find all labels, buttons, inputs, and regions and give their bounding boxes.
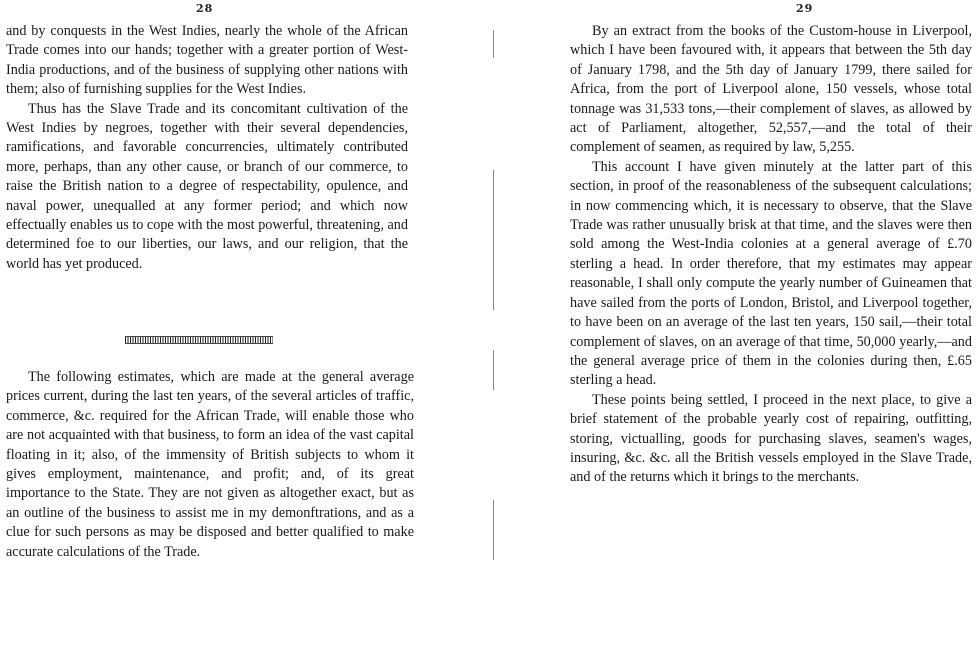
paragraph: These points being settled, I proceed in the next place, to give a brief statement of the probable yearly cost of repairing, outfitting, storing, victualling, goods for purchasing slaves, seamen's wages, insuring, &c. &c. all the British vessels employed in the Slave Trade, and of the returns which it brings to the merchants. bbox=[570, 391, 972, 486]
book-gutter bbox=[488, 20, 500, 640]
text-block bbox=[570, 22, 972, 488]
right-page bbox=[500, 0, 980, 649]
paragraph: This account I have given minutely at the latter part of this section, in proof of the reasonableness of the subsequent calculations; in now commencing which, it is necessary to observe, that the Slave Trade was rather unusually brisk at that time, and the slaves were then sold among the West-India colonies at a general average of £.70 sterling a head. In order therefore, that my estimates may appear reasonable, I shall only compute the yearly number of Guineamen that have sailed from the ports of London, Bristol, and Liverpool together, to have been on an average of the last ten years, 150 sail,—their total complement of slaves, on an average of that time, 50,000 yearly,—and the general average price of them in the colonies during then, £.65 sterling a head. bbox=[570, 158, 972, 389]
text-block-top bbox=[6, 22, 408, 274]
left-page bbox=[0, 0, 488, 649]
paragraph: Thus has the Slave Trade and its concomitant cultivation of the West Indies by negroes, together with their several dependencies, ramifications, and favorable concurrencies, ultimately contributed more, perhaps, than any other cause, or branch of our commerce, to raise the British nation to a degree of respectability, opulence, and naval power, unequalled at any former period; and which now effectually enables us to cope with the most powerful, threatening, and determined foe to our liberties, our laws, and our religion, that the world has yet produced. bbox=[6, 100, 408, 272]
paragraph: The following estimates, which are made at the general average prices current, during the last ten years, of the several articles of traffic, commerce, &c. required for the African Trade, will enable those who are not acquainted with that business, to form an idea of the vast capital floating in it; also, of the immensity of British subjects to whom it gives employment, maintenance, and profit; and, of its great importance to the State. They are not given as altogether exact, but as an outline of the business to assist me in my demonftrations, and as a clue for such persons as may be disposed and better qualified to make accurate calculations of the Trade. bbox=[6, 369, 414, 560]
text-block-bottom bbox=[6, 368, 414, 562]
page-number: 29 bbox=[796, 2, 814, 15]
section-divider-ornament bbox=[125, 336, 273, 344]
page-number: 28 bbox=[196, 2, 214, 15]
paragraph: By an extract from the books of the Custom-house in Liverpool, which I have been favoured with, it appears that between the 5th day of January 1798, and the 5th day of January 1799, there sailed for Africa, from the port of Liverpool alone, 150 vessels, whose total tonnage was 31,533 tons,—their complement of slaves, as allowed by act of Parliament, altogether, 52,557,—and the total of their complement of seamen, as required by law, 5,255. bbox=[570, 23, 972, 156]
paragraph: and by conquests in the West Indies, nearly the whole of the African Trade comes into our hands; together with a greater portion of West-India productions, and of the business of supplying other nations with them; also of furnishing supplies for the West Indies. bbox=[6, 23, 408, 98]
